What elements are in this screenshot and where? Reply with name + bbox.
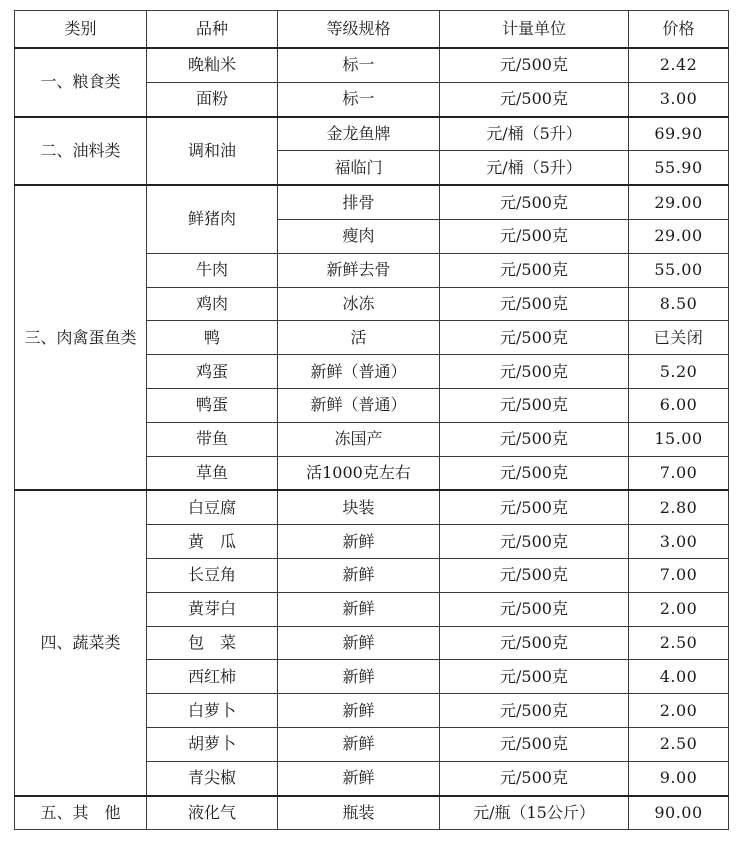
unit-cell: 元/桶（5升）	[440, 117, 629, 151]
unit-cell: 元/500克	[440, 626, 629, 660]
grade-cell: 新鲜	[278, 626, 440, 660]
variety-cell: 液化气	[147, 796, 278, 830]
unit-cell: 元/500克	[440, 490, 629, 524]
table-body	[15, 48, 729, 830]
variety-cell: 调和油	[147, 117, 278, 186]
unit-cell: 元/瓶（15公斤）	[440, 796, 629, 830]
header-variety: 品种	[147, 11, 278, 49]
header-grade: 等级规格	[278, 11, 440, 49]
unit-cell: 元/500克	[440, 355, 629, 389]
grade-cell: 新鲜	[278, 660, 440, 694]
unit-cell: 元/桶（5升）	[440, 151, 629, 185]
grade-cell: 新鲜	[278, 694, 440, 728]
unit-cell: 元/500克	[440, 456, 629, 490]
unit-cell: 元/500克	[440, 82, 629, 116]
variety-cell: 胡萝卜	[147, 727, 278, 761]
grade-cell: 块装	[278, 490, 440, 524]
price-cell: 9.00	[629, 761, 729, 795]
variety-cell: 面粉	[147, 82, 278, 116]
grade-cell: 冰冻	[278, 287, 440, 321]
unit-cell: 元/500克	[440, 761, 629, 795]
variety-cell: 鸭蛋	[147, 388, 278, 422]
price-cell: 2.00	[629, 592, 729, 626]
grade-cell: 新鲜	[278, 592, 440, 626]
category-cell: 四、蔬菜类	[15, 490, 147, 795]
price-cell: 3.00	[629, 82, 729, 116]
price-cell: 2.00	[629, 694, 729, 728]
price-cell: 4.00	[629, 660, 729, 694]
price-table	[14, 10, 729, 830]
grade-cell: 瘦肉	[278, 219, 440, 253]
price-cell: 2.50	[629, 727, 729, 761]
header-row	[15, 11, 729, 49]
grade-cell: 新鲜（普通）	[278, 388, 440, 422]
category-cell: 五、其 他	[15, 796, 147, 830]
variety-cell: 鸡蛋	[147, 355, 278, 389]
variety-cell: 鸡肉	[147, 287, 278, 321]
unit-cell: 元/500克	[440, 185, 629, 219]
price-cell: 6.00	[629, 388, 729, 422]
variety-cell: 西红柿	[147, 660, 278, 694]
grade-cell: 新鲜	[278, 558, 440, 592]
grade-cell: 标一	[278, 82, 440, 116]
variety-cell: 草鱼	[147, 456, 278, 490]
grade-cell: 金龙鱼牌	[278, 117, 440, 151]
table-row	[15, 48, 729, 82]
unit-cell: 元/500克	[440, 388, 629, 422]
unit-cell: 元/500克	[440, 219, 629, 253]
grade-cell: 瓶装	[278, 796, 440, 830]
grade-cell: 标一	[278, 48, 440, 82]
unit-cell: 元/500克	[440, 253, 629, 287]
unit-cell: 元/500克	[440, 422, 629, 456]
grade-cell: 新鲜去骨	[278, 253, 440, 287]
price-cell: 29.00	[629, 185, 729, 219]
variety-cell: 白豆腐	[147, 490, 278, 524]
variety-cell: 长豆角	[147, 558, 278, 592]
table-row	[15, 185, 729, 219]
header-category: 类别	[15, 11, 147, 49]
variety-cell: 包 菜	[147, 626, 278, 660]
table-row	[15, 117, 729, 151]
price-cell: 55.00	[629, 253, 729, 287]
grade-cell: 排骨	[278, 185, 440, 219]
price-cell: 7.00	[629, 456, 729, 490]
variety-cell: 青尖椒	[147, 761, 278, 795]
variety-cell: 黄 瓜	[147, 525, 278, 559]
price-cell: 55.90	[629, 151, 729, 185]
unit-cell: 元/500克	[440, 321, 629, 355]
category-cell: 二、油料类	[15, 117, 147, 186]
grade-cell: 新鲜	[278, 761, 440, 795]
price-cell: 15.00	[629, 422, 729, 456]
unit-cell: 元/500克	[440, 525, 629, 559]
category-cell: 一、粮食类	[15, 48, 147, 117]
unit-cell: 元/500克	[440, 694, 629, 728]
table-row	[15, 796, 729, 830]
grade-cell: 福临门	[278, 151, 440, 185]
variety-cell: 白萝卜	[147, 694, 278, 728]
header-unit: 计量单位	[440, 11, 629, 49]
unit-cell: 元/500克	[440, 287, 629, 321]
price-cell: 69.90	[629, 117, 729, 151]
unit-cell: 元/500克	[440, 48, 629, 82]
variety-cell: 鸭	[147, 321, 278, 355]
grade-cell: 活	[278, 321, 440, 355]
header-price: 价格	[629, 11, 729, 49]
price-cell: 已关闭	[629, 321, 729, 355]
unit-cell: 元/500克	[440, 592, 629, 626]
variety-cell: 鲜猪肉	[147, 185, 278, 253]
price-cell: 7.00	[629, 558, 729, 592]
grade-cell: 活1000克左右	[278, 456, 440, 490]
grade-cell: 冻国产	[278, 422, 440, 456]
variety-cell: 黄芽白	[147, 592, 278, 626]
variety-cell: 带鱼	[147, 422, 278, 456]
grade-cell: 新鲜	[278, 727, 440, 761]
price-cell: 8.50	[629, 287, 729, 321]
unit-cell: 元/500克	[440, 660, 629, 694]
unit-cell: 元/500克	[440, 727, 629, 761]
price-cell: 3.00	[629, 525, 729, 559]
variety-cell: 牛肉	[147, 253, 278, 287]
price-cell: 5.20	[629, 355, 729, 389]
price-cell: 2.80	[629, 490, 729, 524]
category-cell: 三、肉禽蛋鱼类	[15, 185, 147, 490]
price-cell: 29.00	[629, 219, 729, 253]
unit-cell: 元/500克	[440, 558, 629, 592]
price-cell: 90.00	[629, 796, 729, 830]
variety-cell: 晚籼米	[147, 48, 278, 82]
price-cell: 2.42	[629, 48, 729, 82]
table-row	[15, 490, 729, 524]
grade-cell: 新鲜	[278, 525, 440, 559]
grade-cell: 新鲜（普通）	[278, 355, 440, 389]
price-cell: 2.50	[629, 626, 729, 660]
